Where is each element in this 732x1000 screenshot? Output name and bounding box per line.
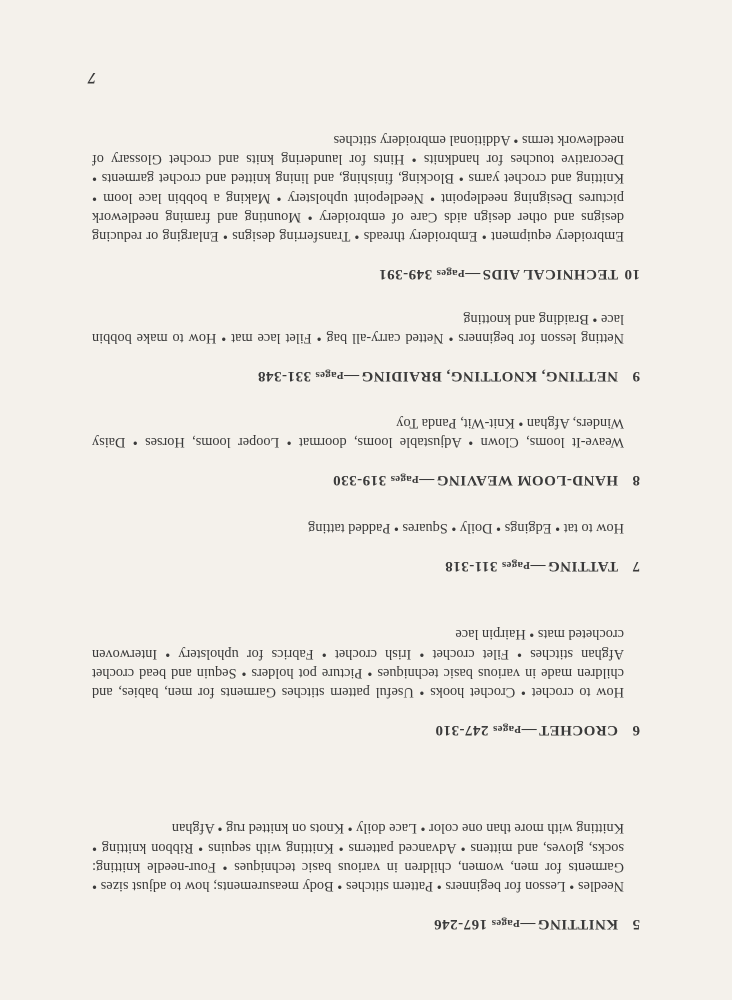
section-heading xyxy=(92,367,640,384)
section-heading xyxy=(92,721,640,738)
section-technical-aids xyxy=(92,130,640,282)
section-netting xyxy=(92,309,640,384)
section-number: 7 xyxy=(632,558,640,574)
section-hand-loom-weaving xyxy=(92,413,640,488)
section-pages: —Pages 247-310 xyxy=(435,722,537,738)
section-knitting xyxy=(92,818,640,932)
section-number: 8 xyxy=(632,472,640,488)
section-contents: Needles • Lesson for beginners • Pattern stitches • Body measurements; how to adjust sizes • Garments for men, women, children in various basic techniques • Four-needle knitting: socks, gloves, and mittens • Advanced patterns • Knitting with sequins • Ribbon knitting • Knitting with more than one color • Lace doily • Knots on knitted rug • Afghan xyxy=(92,820,624,894)
section-contents: Netting lesson for beginners • Netted carry-all bag • Filet lace mat • How to make bobbin lace • Braiding and knotting xyxy=(92,310,624,346)
section-heading xyxy=(92,265,640,282)
section-number: 9 xyxy=(632,368,640,384)
section-heading xyxy=(92,471,640,488)
section-title: HAND-LOOM WEAVING xyxy=(436,472,618,488)
page-number: 7 xyxy=(88,69,96,86)
section-title: TATTING xyxy=(547,558,618,574)
section-title: KNITTING xyxy=(537,916,618,932)
section-heading xyxy=(92,557,640,574)
section-contents: Embroidery equipment • Embroidery threads • Transferring designs • Enlarging or reducing designs and other design aids Care of embroidery • Mounting and framing needlework pictures Designing needlepoint • Needlepoint upholstery • Making a bobbin lace loom • Knitting and crochet yarns • Blocking, finishing, and lining knitted and crochet garments • Decorative touches for handknits • Hints for laundering knits and crochet Glossary of needlework terms • Additional embroidery stitches xyxy=(92,131,624,244)
section-heading xyxy=(92,915,640,932)
section-title: CROCHET xyxy=(538,722,618,738)
section-title: NETTING, KNOTTING, BRAIDING xyxy=(361,368,618,384)
section-pages: —Pages 319-330 xyxy=(332,472,435,488)
section-pages: —Pages 167-246 xyxy=(433,916,536,932)
section-crochet xyxy=(92,624,640,738)
section-contents: Weave-It looms, Clown • Adjustable looms, doormat • Looper looms, Horses • Daisy Winders, Afghan • Knit-Wit, Panda Toy xyxy=(92,414,624,450)
section-number: 5 xyxy=(632,916,640,932)
section-pages: —Pages 331-348 xyxy=(257,368,360,384)
section-number: 6 xyxy=(632,722,640,738)
section-title: TECHNICAL AIDS xyxy=(482,266,618,282)
section-tatting xyxy=(92,518,640,574)
section-pages: —Pages 311-318 xyxy=(444,558,546,574)
section-contents: How to tat • Edgings • Doily • Squares • Padded tatting xyxy=(308,520,624,536)
section-number: 10 xyxy=(624,266,640,282)
section-contents: How to crochet • Crochet hooks • Useful pattern stitches Garments for men, babies, and children made in various basic techniques • Picture pot holders • Sequin and bead crochet Afghan stitches • Filet crochet • Irish crochet • Fabrics for upholstery • Interwoven crocheted mats • Hairpin lace xyxy=(92,626,624,700)
section-pages: —Pages 349-391 xyxy=(378,266,481,282)
